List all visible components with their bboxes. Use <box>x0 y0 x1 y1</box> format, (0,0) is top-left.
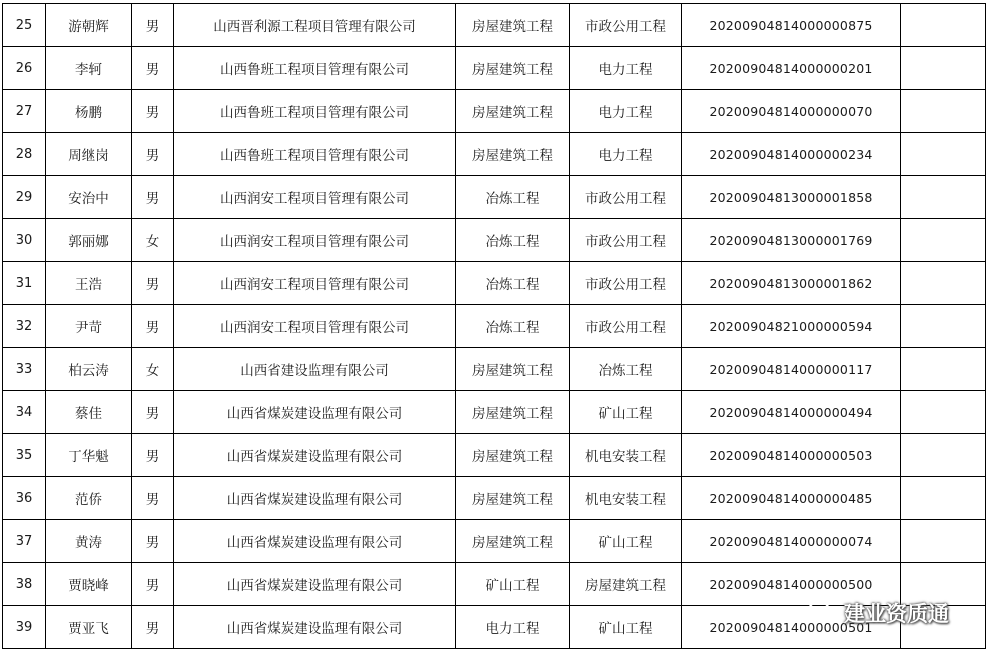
cell-major-primary: 房屋建筑工程 <box>456 4 570 47</box>
cell-remark <box>901 434 986 477</box>
cell-major-primary: 房屋建筑工程 <box>456 477 570 520</box>
cell-number: 35 <box>3 434 46 477</box>
cell-remark <box>901 90 986 133</box>
cell-gender: 男 <box>132 262 174 305</box>
cell-name: 贾亚飞 <box>46 606 132 649</box>
cell-number: 31 <box>3 262 46 305</box>
cell-company: 山西润安工程项目管理有限公司 <box>174 219 456 262</box>
cell-major-primary: 电力工程 <box>456 606 570 649</box>
cell-number: 38 <box>3 563 46 606</box>
cell-name: 柏云涛 <box>46 348 132 391</box>
cell-major-secondary: 市政公用工程 <box>570 219 682 262</box>
cell-certificate-number: 20200904814000000234 <box>682 133 901 176</box>
cell-number: 36 <box>3 477 46 520</box>
cell-major-primary: 冶炼工程 <box>456 176 570 219</box>
cell-certificate-number: 20200904814000000485 <box>682 477 901 520</box>
cell-remark <box>901 520 986 563</box>
cell-company: 山西省煤炭建设监理有限公司 <box>174 520 456 563</box>
cell-name: 李轲 <box>46 47 132 90</box>
cell-gender: 男 <box>132 477 174 520</box>
cell-certificate-number: 20200904821000000594 <box>682 305 901 348</box>
cell-certificate-number: 20200904813000001858 <box>682 176 901 219</box>
cell-major-primary: 房屋建筑工程 <box>456 90 570 133</box>
cell-company: 山西省煤炭建设监理有限公司 <box>174 434 456 477</box>
cell-company: 山西润安工程项目管理有限公司 <box>174 176 456 219</box>
cell-gender: 女 <box>132 348 174 391</box>
cell-remark <box>901 305 986 348</box>
cell-gender: 男 <box>132 47 174 90</box>
cell-major-primary: 冶炼工程 <box>456 219 570 262</box>
cell-major-primary: 房屋建筑工程 <box>456 133 570 176</box>
cell-number: 34 <box>3 391 46 434</box>
cell-name: 丁华魁 <box>46 434 132 477</box>
table-row <box>3 606 986 649</box>
cell-remark <box>901 262 986 305</box>
cell-major-primary: 矿山工程 <box>456 563 570 606</box>
cell-company: 山西润安工程项目管理有限公司 <box>174 262 456 305</box>
cell-company: 山西鲁班工程项目管理有限公司 <box>174 47 456 90</box>
cell-certificate-number: 20200904814000000201 <box>682 47 901 90</box>
cell-certificate-number: 20200904814000000494 <box>682 391 901 434</box>
cell-gender: 女 <box>132 219 174 262</box>
cell-gender: 男 <box>132 563 174 606</box>
table-row <box>3 4 986 47</box>
cell-major-secondary: 市政公用工程 <box>570 176 682 219</box>
table-row <box>3 348 986 391</box>
cell-major-secondary: 房屋建筑工程 <box>570 563 682 606</box>
cell-gender: 男 <box>132 434 174 477</box>
cell-number: 30 <box>3 219 46 262</box>
cell-name: 郭丽娜 <box>46 219 132 262</box>
cell-certificate-number: 20200904814000000070 <box>682 90 901 133</box>
cell-major-secondary: 矿山工程 <box>570 606 682 649</box>
cell-name: 范侨 <box>46 477 132 520</box>
cell-major-primary: 房屋建筑工程 <box>456 520 570 563</box>
cell-major-secondary: 矿山工程 <box>570 391 682 434</box>
cell-major-secondary: 电力工程 <box>570 90 682 133</box>
cell-number: 27 <box>3 90 46 133</box>
cell-remark <box>901 391 986 434</box>
cell-major-secondary: 机电安装工程 <box>570 434 682 477</box>
cell-major-secondary: 矿山工程 <box>570 520 682 563</box>
cell-remark <box>901 219 986 262</box>
cell-number: 26 <box>3 47 46 90</box>
registration-table <box>2 3 986 649</box>
cell-remark <box>901 47 986 90</box>
cell-number: 33 <box>3 348 46 391</box>
cell-number: 39 <box>3 606 46 649</box>
table-row <box>3 305 986 348</box>
cell-remark <box>901 4 986 47</box>
watermark-text: 建业资质通 <box>844 602 949 626</box>
cell-company: 山西晋利源工程项目管理有限公司 <box>174 4 456 47</box>
cell-certificate-number: 20200904814000000503 <box>682 434 901 477</box>
cell-remark <box>901 176 986 219</box>
cell-remark <box>901 477 986 520</box>
cell-gender: 男 <box>132 606 174 649</box>
cell-name: 杨鹏 <box>46 90 132 133</box>
table-row <box>3 477 986 520</box>
cell-remark <box>901 348 986 391</box>
cell-number: 25 <box>3 4 46 47</box>
cell-gender: 男 <box>132 391 174 434</box>
cell-company: 山西鲁班工程项目管理有限公司 <box>174 90 456 133</box>
cell-company: 山西省煤炭建设监理有限公司 <box>174 391 456 434</box>
table-row <box>3 434 986 477</box>
cell-major-primary: 房屋建筑工程 <box>456 348 570 391</box>
cell-gender: 男 <box>132 133 174 176</box>
cell-number: 29 <box>3 176 46 219</box>
table-row <box>3 90 986 133</box>
cell-remark <box>901 133 986 176</box>
cell-name: 王浩 <box>46 262 132 305</box>
cell-certificate-number: 20200904814000000501 <box>682 606 901 649</box>
cell-major-primary: 房屋建筑工程 <box>456 47 570 90</box>
cell-major-secondary: 市政公用工程 <box>570 262 682 305</box>
cell-name: 贾晓峰 <box>46 563 132 606</box>
cell-major-secondary: 市政公用工程 <box>570 305 682 348</box>
cell-name: 周继岗 <box>46 133 132 176</box>
cell-gender: 男 <box>132 305 174 348</box>
table-row <box>3 563 986 606</box>
cell-certificate-number: 20200904814000000117 <box>682 348 901 391</box>
cell-major-primary: 冶炼工程 <box>456 305 570 348</box>
cell-gender: 男 <box>132 520 174 563</box>
cell-certificate-number: 20200904813000001862 <box>682 262 901 305</box>
cell-number: 32 <box>3 305 46 348</box>
cell-name: 尹苛 <box>46 305 132 348</box>
cell-name: 游朝辉 <box>46 4 132 47</box>
table-row <box>3 520 986 563</box>
cell-name: 蔡佳 <box>46 391 132 434</box>
cell-gender: 男 <box>132 176 174 219</box>
cell-remark <box>901 606 986 649</box>
cell-major-secondary: 冶炼工程 <box>570 348 682 391</box>
cell-certificate-number: 20200904813000001769 <box>682 219 901 262</box>
cell-certificate-number: 20200904814000000875 <box>682 4 901 47</box>
table-row <box>3 47 986 90</box>
cell-remark <box>901 563 986 606</box>
cell-company: 山西鲁班工程项目管理有限公司 <box>174 133 456 176</box>
cell-name: 安治中 <box>46 176 132 219</box>
cell-major-secondary: 电力工程 <box>570 133 682 176</box>
cell-number: 28 <box>3 133 46 176</box>
table-row <box>3 391 986 434</box>
cell-major-secondary: 电力工程 <box>570 47 682 90</box>
cell-company: 山西省建设监理有限公司 <box>174 348 456 391</box>
table-body <box>3 4 986 649</box>
table-row <box>3 219 986 262</box>
cell-certificate-number: 20200904814000000074 <box>682 520 901 563</box>
cell-major-secondary: 机电安装工程 <box>570 477 682 520</box>
cell-gender: 男 <box>132 4 174 47</box>
table-row <box>3 133 986 176</box>
cell-major-primary: 房屋建筑工程 <box>456 434 570 477</box>
cell-company: 山西省煤炭建设监理有限公司 <box>174 563 456 606</box>
cell-major-primary: 房屋建筑工程 <box>456 391 570 434</box>
cell-major-secondary: 市政公用工程 <box>570 4 682 47</box>
cell-major-primary: 冶炼工程 <box>456 262 570 305</box>
cell-certificate-number: 20200904814000000500 <box>682 563 901 606</box>
cell-name: 黄涛 <box>46 520 132 563</box>
table-row <box>3 262 986 305</box>
cell-company: 山西润安工程项目管理有限公司 <box>174 305 456 348</box>
cell-number: 37 <box>3 520 46 563</box>
cell-company: 山西省煤炭建设监理有限公司 <box>174 606 456 649</box>
cell-gender: 男 <box>132 90 174 133</box>
cell-company: 山西省煤炭建设监理有限公司 <box>174 477 456 520</box>
table-row <box>3 176 986 219</box>
